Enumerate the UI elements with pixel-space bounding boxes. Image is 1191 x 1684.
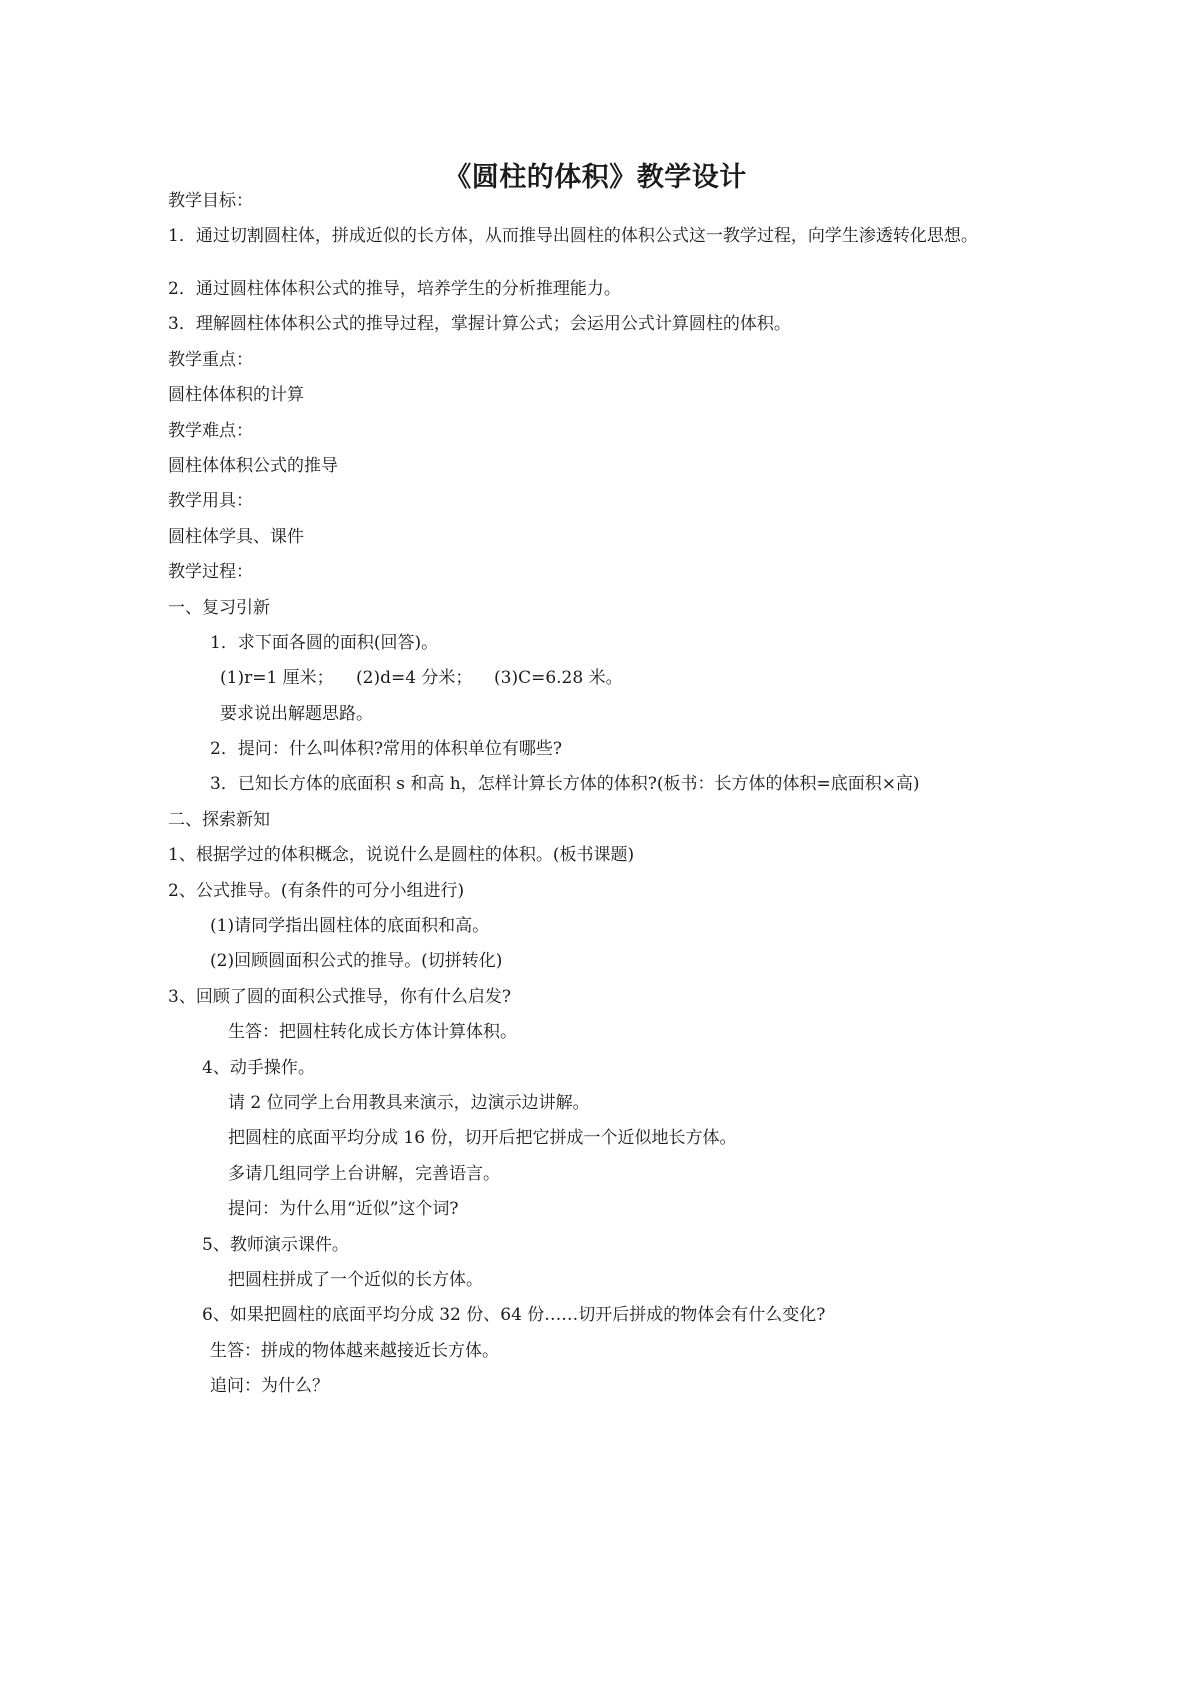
explore-point-1: 1、根据学过的体积概念，说说什么是圆柱的体积。(板书课题): [168, 845, 635, 865]
operation-line-3: 多请几组同学上台讲解，完善语言。: [228, 1164, 500, 1184]
review-question-1: 1．求下面各圆的面积(回答)。: [210, 633, 439, 653]
explore-point-3-answer: 生答：把圆柱转化成长方体计算体积。: [228, 1022, 517, 1042]
explore-point-4: 4、动手操作。: [202, 1058, 315, 1078]
objective-2: 2．通过圆柱体体积公式的推导，培养学生的分析推理能力。: [168, 279, 621, 299]
section2-heading: 二、探索新知: [168, 810, 270, 830]
key-heading: 教学重点：: [168, 350, 253, 370]
explore-point-6-followup: 追问：为什么？: [210, 1376, 329, 1396]
document-title: 《圆柱的体积》教学设计: [444, 162, 747, 193]
tools-text: 圆柱体学具、课件: [168, 527, 304, 547]
explore-point-3: 3、回顾了圆的面积公式推导，你有什么启发?: [168, 987, 511, 1007]
explore-point-2a: (1)请同学指出圆柱体的底面积和高。: [210, 916, 490, 936]
tools-heading: 教学用具：: [168, 491, 253, 511]
explore-point-5-line: 把圆柱拼成了一个近似的长方体。: [228, 1270, 483, 1290]
difficulty-heading: 教学难点：: [168, 421, 253, 441]
operation-line-1: 请 2 位同学上台用教具来演示，边演示边讲解。: [228, 1093, 590, 1113]
objective-1: 1．通过切割圆柱体，拼成近似的长方体，从而推导出圆柱的体积公式这一教学过程，向学生渗透转化思想。: [168, 226, 978, 246]
section1-heading: 一、复习引新: [168, 598, 270, 618]
explore-point-2: 2、公式推导。(有条件的可分小组进行): [168, 881, 465, 901]
explore-point-6: 6、如果把圆柱的底面平均分成 32 份、64 份……切开后拼成的物体会有什么变化?: [202, 1305, 826, 1325]
review-item-1: (1)r=1 厘米；: [220, 668, 334, 688]
review-question-1-note: 要求说出解题思路。: [220, 704, 373, 724]
review-question-2: 2．提问：什么叫体积?常用的体积单位有哪些?: [210, 739, 563, 759]
review-question-1-items: [220, 668, 623, 688]
explore-point-5: 5、教师演示课件。: [202, 1235, 349, 1255]
operation-line-4: 提问：为什么用“近似”这个词?: [228, 1199, 459, 1219]
operation-line-2: 把圆柱的底面平均分成 16 份，切开后把它拼成一个近似地长方体。: [228, 1128, 737, 1148]
review-item-2: (2)d=4 分米；: [356, 668, 473, 688]
review-question-3: 3．已知长方体的底面积 s 和高 h，怎样计算长方体的体积?(板书：长方体的体积=底面积×高): [210, 774, 920, 794]
review-item-3: (3)C=6.28 米。: [494, 668, 623, 688]
process-heading: 教学过程：: [168, 562, 253, 582]
objective-3: 3．理解圆柱体体积公式的推导过程，掌握计算公式；会运用公式计算圆柱的体积。: [168, 314, 791, 334]
key-point: 圆柱体体积的计算: [168, 385, 304, 405]
explore-point-6-answer: 生答：拼成的物体越来越接近长方体。: [210, 1341, 499, 1361]
explore-point-2b: (2)回顾圆面积公式的推导。(切拼转化): [210, 951, 503, 971]
objectives-heading: 教学目标：: [168, 191, 253, 211]
difficulty-text: 圆柱体体积公式的推导: [168, 456, 338, 476]
